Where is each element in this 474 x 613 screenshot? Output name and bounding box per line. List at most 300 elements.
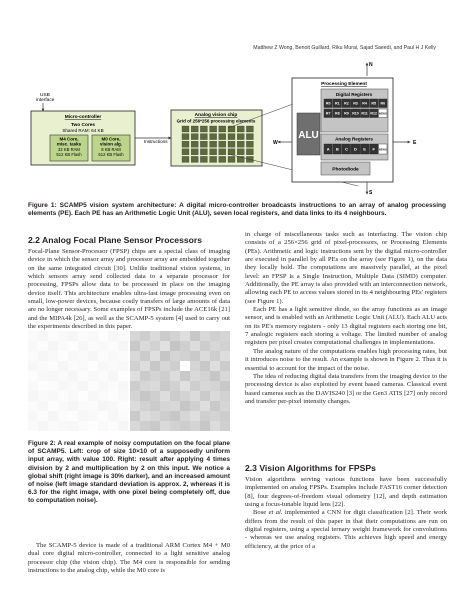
noise-pixel [48,351,58,361]
noise-pixel [68,341,78,351]
noise-pixel [170,411,180,421]
noise-pixel [48,331,58,341]
noise-pixel [58,381,68,391]
noise-pixel [88,371,98,381]
noise-pixel [28,341,38,351]
noise-pixel [220,401,230,411]
left-column-bottom-text [28,542,230,575]
noise-pixel [130,341,140,351]
analog-chip-title: Analog vision chip [194,113,238,118]
noise-pixel [220,361,230,371]
processing-element-cell [228,134,235,140]
noise-pixel [160,331,170,341]
noise-pixel [160,351,170,361]
noise-pixel [130,331,140,341]
noise-pixel [200,391,210,401]
noise-pixel [68,401,78,411]
noise-pixel [88,391,98,401]
section-2-2-heading: 2.2 Analog Focal Plane Sensor Processors [28,235,203,245]
noise-pixel [38,381,48,391]
noise-pixel [118,331,128,341]
noise-pixel [38,331,48,341]
digital-register-label: R10 [352,111,359,116]
noise-pixel [130,361,140,371]
analog-register-label: NEWS [378,148,387,152]
noise-pixel [210,421,220,431]
noise-pixel [210,351,220,361]
noise-pixel [210,371,220,381]
noise-pixel [140,371,150,381]
noise-pixel [180,371,190,381]
processing-element-cell [210,149,217,155]
noise-pixel [200,341,210,351]
photodiode-label: Photodiode [332,167,359,173]
noise-pixel [140,361,150,371]
digital-register-label: NEWS [378,112,387,116]
noise-pixel [170,351,180,361]
noise-pixel [180,351,190,361]
analog-register-label: D [354,146,357,152]
right-paragraph-4: The idea of reducing digital data transfers from the imaging device to the processing device is also exploited by event based cameras. Classical event based cameras such as the DAVIS240 [3] or the Gen3 ATIS [27] only record and transfer per-pixel intensity changes. [245,372,447,405]
noise-pixel [190,331,200,341]
noise-pixel [108,421,118,431]
processing-element-cell [219,149,226,155]
noise-pixel [108,341,118,351]
noise-pixel [88,351,98,361]
noise-pixel [170,381,180,391]
noise-pixel [160,371,170,381]
noise-pixel [28,391,38,401]
noise-pixel [48,401,58,411]
noise-pixel [88,411,98,421]
noise-pixel [108,361,118,371]
processing-element-cell [200,156,207,162]
noise-pixel [130,411,140,421]
shared-ram-label: Shared RAM: 64 KB [62,128,104,133]
noise-pixel [38,351,48,361]
two-cores-label: Two Cores [70,123,96,128]
noise-pixel [98,401,108,411]
noise-pixel [28,351,38,361]
noise-pixel [220,411,230,421]
m0-line-2: vision alg. [99,141,123,147]
noise-pixel [98,411,108,421]
processing-element-cell [182,134,189,140]
noise-pixel [108,411,118,421]
noise-pixel [150,401,160,411]
noise-pixel [68,381,78,391]
noise-pixel [48,411,58,421]
noise-pixel [108,401,118,411]
noise-pixel [58,361,68,371]
noise-pixel [160,341,170,351]
east-label: E [413,140,417,146]
m4-line-1: M4 Core, [59,136,79,142]
noise-pixel [130,351,140,361]
noise-image-left [28,331,128,431]
noise-pixel [118,411,128,421]
noise-pixel [118,351,128,361]
noise-pixel [98,381,108,391]
noise-pixel [58,331,68,341]
processing-element-cell [246,141,253,147]
noise-pixel [220,371,230,381]
noise-pixel [210,401,220,411]
noise-pixel [68,411,78,421]
analog-register-label: C [344,146,348,152]
noise-pixel [78,351,88,361]
alu-label: ALU [298,130,319,141]
noise-pixel [78,331,88,341]
noise-pixel [58,411,68,421]
noise-pixel [130,381,140,391]
noise-pixel [118,371,128,381]
usb-label: USB [40,93,50,98]
noise-pixel [68,351,78,361]
digital-register-label: R11 [361,111,368,116]
noise-pixel [180,341,190,351]
noise-pixel [150,371,160,381]
noise-pixel [190,381,200,391]
noise-pixel [98,361,108,371]
analog-registers-title: Analog Registers [335,136,373,142]
noise-pixel [38,421,48,431]
noise-pixel [28,411,38,421]
noise-pixel [170,421,180,431]
noise-pixel [78,341,88,351]
noise-pixel [68,391,78,401]
noise-pixel [48,381,58,391]
digital-registers-title: Digital Registers [335,92,373,97]
digital-register-label: R3 [353,101,358,106]
noise-pixel [118,401,128,411]
noise-pixel [190,391,200,401]
noise-pixel [130,371,140,381]
noise-pixel [88,421,98,431]
noise-pixel [48,361,58,371]
noise-pixel [210,341,220,351]
noise-pixel [58,391,68,401]
noise-pixel [48,341,58,351]
noise-pixel [88,341,98,351]
digital-register-label: R6 [380,101,386,106]
noise-pixel [48,421,58,431]
noise-pixel [180,361,190,371]
processing-element-cell [237,149,244,155]
noise-pixel [88,401,98,411]
right-paragraph-2: Each PE has a light sensitive diode, so the array functions as an image sensor, and is enabled with an Arithmetic Logic Unit (ALU). Each ALU acts on its PE's memory registers - only 13 digital registers each storing one bit, 7 analogic registers each storing a voltage. The limited number of analog registers per pixel creates computational challenges in implementations. [245,306,447,347]
digital-register-label: R9 [344,111,349,116]
noise-pixel [160,421,170,431]
noise-pixel [98,371,108,381]
processing-element-cell [219,141,226,147]
noise-pixel [220,421,230,431]
noise-pixel [220,341,230,351]
interface-label: interface [36,98,55,103]
figure-1-architecture-diagram [28,58,448,198]
noise-pixel [130,391,140,401]
noise-pixel [210,381,220,391]
noise-pixel [108,371,118,381]
bose-rest-text: implemented a CNN for digit classification [2]. Their work differs from the result of this paper in that their computations are run on digital registers, using a special ternary weight framework for convolutions - whereas we use analog registers. This achieves high speed and energy efficiency, at the price of a [245,509,447,550]
processing-element-cell [182,149,189,155]
noise-pixel [160,411,170,421]
noise-pixel [38,401,48,411]
noise-pixel [78,391,88,401]
noise-pixel [78,371,88,381]
noise-pixel [200,361,210,371]
noise-pixel [220,381,230,391]
north-label: N [369,62,373,68]
processing-element-cell [246,149,253,155]
noise-pixel [210,361,220,371]
noise-pixel [58,421,68,431]
noise-pixel [140,401,150,411]
noise-pixel [68,371,78,381]
analog-register-label: F [372,146,375,152]
processing-element-cell [210,156,217,162]
noise-pixel [48,371,58,381]
scamp5-device-paragraph: The SCAMP-5 device is made of a traditional ARM Cortex M4 + M0 dual core digital micro-controller, connected to a light sensitive analog processor chip (the vision chip). The M4 core is responsible for sending instructions to the analog chip, while the M0 core is [28,542,230,575]
noise-pixel [140,351,150,361]
right-paragraph-3: The analog nature of the computations enables high processing rates, but it introduces noise to the result. An example is shown in Figure 2. Thus it is essential to account for the impact of the noise. [245,347,447,372]
noise-pixel [220,391,230,401]
digital-register-label: R4 [362,101,367,106]
processing-element-cell [228,156,235,162]
noise-pixel [200,401,210,411]
noise-pixel [140,381,150,391]
digital-register-label: R0 [325,101,331,106]
m4-line-3: 32 KB RAM [58,147,80,152]
processing-element-cell [246,134,253,140]
noise-pixel [150,391,160,401]
processing-element-cell [246,126,253,132]
noise-pixel [98,351,108,361]
processing-element-cell [200,126,207,132]
et-al-text: et al. [268,509,283,517]
micro-controller-title: Micro-controller [64,115,102,120]
processing-element-cell [200,149,207,155]
noise-pixel [200,371,210,381]
noise-pixel [68,331,78,341]
noise-pixel [48,391,58,401]
processing-element-cell [237,141,244,147]
processing-element-cell [219,134,226,140]
noise-pixel [28,331,38,341]
right-column-text [245,231,447,406]
processing-element-cell [228,149,235,155]
figure-2-caption: Figure 2: A real example of noisy computation on the focal plane of SCAMP5. Left: crop of size 10×10 of a supposedly uniform input array, with value 100. Right: result after applying 4 times division by 2 and multiplication by 2 on this input. We notice a global shift (right image is 30% darker), and an increased amount of noise (left image standard deviation is approx. 2, whereas it is 6.3 for the right image, with one pixel being completely off, due to computation noise). [28,440,230,505]
m4-line-2: misc. tasks [56,141,82,147]
noise-pixel [220,351,230,361]
processing-element-cell [191,149,198,155]
noise-pixel [200,411,210,421]
noise-pixel [88,361,98,371]
noise-pixel [190,351,200,361]
noise-pixel [28,401,38,411]
noise-pixel [140,421,150,431]
noise-pixel [200,351,210,361]
noise-pixel [150,331,160,341]
processing-element-cell [210,141,217,147]
analog-register-label: A [326,146,330,152]
section-2-3-body [245,476,447,551]
processing-element-cell [228,141,235,147]
noise-pixel [38,411,48,421]
noise-pixel [140,391,150,401]
noise-pixel [190,341,200,351]
digital-register-label: R7 [325,111,331,116]
noise-pixel [78,361,88,371]
bose-text: Bose [253,509,269,517]
processing-element-cell [200,141,207,147]
noise-pixel [108,391,118,401]
processing-element-cell [191,156,198,162]
noise-pixel [118,361,128,371]
noise-pixel [180,381,190,391]
page-header: Matthew Z Wong, Benoit Guillard, Riku Murai, Sajad Saeedi, and Paul H J Kelly [253,45,436,51]
m0-line-4: 512 KB Flash [98,152,124,157]
noise-pixel [58,351,68,361]
noise-pixel [118,421,128,431]
m0-line-1: M0 Core, [101,136,121,142]
m4-line-4: 512 KB Flash [56,152,82,157]
noise-pixel [190,411,200,421]
processing-element-cell [219,126,226,132]
noise-pixel [58,401,68,411]
m0-line-3: 8 KB RAM [101,147,121,152]
noise-pixel [108,381,118,391]
noise-pixel [118,391,128,401]
digital-register-label: R1 [334,101,340,106]
processing-element-cell [210,126,217,132]
noise-pixel [58,341,68,351]
noise-pixel [58,371,68,381]
instructions-label: Instructions [144,139,168,144]
noise-pixel [170,361,180,371]
noise-pixel [190,401,200,411]
noise-pixel [170,401,180,411]
section-2-2-body [28,248,230,331]
noise-pixel [38,371,48,381]
processing-element-cell [182,126,189,132]
noise-pixel [88,381,98,391]
noise-pixel [150,411,160,421]
noise-pixel [130,421,140,431]
noise-pixel [180,421,190,431]
noise-pixel [150,421,160,431]
noise-pixel [180,411,190,421]
digital-register-label: R12 [370,111,377,116]
noise-pixel [190,371,200,381]
noise-pixel [28,381,38,391]
processing-element-cell [191,126,198,132]
noise-pixel [190,361,200,371]
section-2-3-paragraph-2 [245,509,447,551]
noise-pixel [28,421,38,431]
noise-image-right [130,331,230,431]
noise-pixel [160,401,170,411]
noise-pixel [210,411,220,421]
processing-element-cell [182,141,189,147]
noise-pixel [78,421,88,431]
processing-element-cell [200,134,207,140]
processing-element-cell [237,134,244,140]
processing-element-cell [237,126,244,132]
noise-pixel [98,421,108,431]
noise-pixel [78,401,88,411]
noise-pixel [180,331,190,341]
processing-element-cell [191,134,198,140]
noise-pixel [118,381,128,391]
noise-pixel [160,391,170,401]
noise-pixel [150,381,160,391]
processing-element-cell [219,156,226,162]
south-label: S [369,190,373,196]
noise-pixel [78,411,88,421]
noise-pixel [38,341,48,351]
noise-pixel [150,351,160,361]
noise-pixel [38,391,48,401]
noise-pixel [108,331,118,341]
processing-element-cell [182,156,189,162]
noise-pixel [68,421,78,431]
noise-pixel [38,361,48,371]
digital-register-label: R8 [334,111,340,116]
processing-element-cell [191,141,198,147]
noise-pixel [210,331,220,341]
noise-pixel [78,381,88,391]
west-label: W [273,140,278,146]
noise-pixel [140,341,150,351]
noise-pixel [98,341,108,351]
section-2-3-heading: 2.3 Vision Algorithms for FPSPs [245,463,376,473]
section-2-2-paragraph: Focal-Plane Sensor-Processor (FPSP) chips are a special class of imaging device in which the sensor array and processor array are embedded together on the same integrated circuit [30]. Unlike traditional vision systems, in which sensors array send collected data to a separate processor for processing, FPSPs allow data to be processed in place on the imaging device itself. This architecture enables ultra-fast image processing even on small, low-power devices, because costly transfers of large amounts of data are no longer necessary. Some examples of FPSPs include the ACE16k [21] and the MIPA4k [26], as well as the SCAMP-5 system [4] used to carry out the experiments described in this paper. [28,248,230,331]
noise-pixel [108,351,118,361]
noise-pixel [118,341,128,351]
analog-register-label: E [363,146,366,152]
noise-pixel [28,361,38,371]
pe-title: Processing Element [321,82,367,87]
noise-pixel [220,331,230,341]
analog-register-cells [324,144,387,154]
noise-pixel [88,331,98,341]
noise-pixel [170,331,180,341]
digital-register-label: R5 [371,101,377,106]
noise-pixel [200,421,210,431]
noise-pixel [190,421,200,431]
noise-pixel [200,381,210,391]
noise-pixel [170,371,180,381]
noise-pixel [130,401,140,411]
noise-pixel [98,331,108,341]
noise-pixel [170,341,180,351]
grid-label: Grid of 256*256 processing elements [176,118,256,124]
noise-pixel [150,361,160,371]
noise-pixel [160,361,170,371]
noise-pixel [180,391,190,401]
section-2-3-paragraph-1: Vision algorithms serving various functions have been successfully implemented on analog FPSPs. Examples include FAST16 corner detection [8], four degrees-of-freedom visual odometry [12], and depth estimation using a focus-tunable liquid lens [22]. [245,476,447,509]
noise-pixel [140,331,150,341]
noise-pixel [210,391,220,401]
digital-register-label: R2 [344,101,349,106]
noise-pixel [180,401,190,411]
noise-pixel [200,331,210,341]
figure-1-caption: Figure 1: SCAMP5 vision system architecture: A digital micro-controller broadcasts instructions to an array of analog processing elements (PE). Each PE has an Arithmetic Logic Unit (ALU), seven local registers, and data links to its 4 neighbours. [28,202,446,218]
noise-pixel [150,341,160,351]
noise-pixel [68,361,78,371]
noise-pixel [170,391,180,401]
